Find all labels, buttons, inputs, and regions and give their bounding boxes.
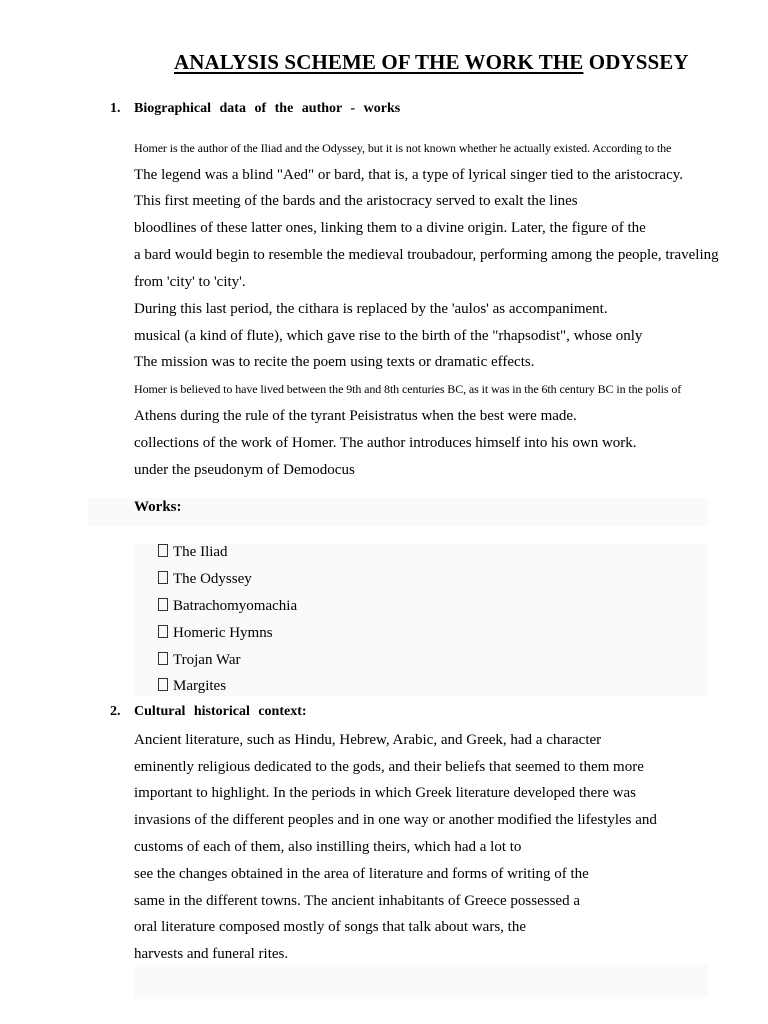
work-title: Batrachomyomachia xyxy=(173,598,298,614)
document-title xyxy=(174,50,754,75)
section-heading-biographical xyxy=(110,101,400,117)
works-list-item xyxy=(158,651,241,669)
checkbox-glyph-icon xyxy=(158,652,168,665)
works-label: Works: xyxy=(134,499,182,515)
section-number: 1. xyxy=(110,101,121,116)
works-list-item xyxy=(158,677,226,695)
bio-line: collections of the work of Homer. The author introduces himself into his own work. xyxy=(134,435,637,451)
title-underlined-part: ANALYSIS SCHEME OF THE WORK THE xyxy=(174,50,584,74)
bio-line: bloodlines of these latter ones, linking them to a divine origin. Later, the figure of the xyxy=(134,220,646,236)
work-title: The Iliad xyxy=(173,544,228,560)
title-rest: ODYSSEY xyxy=(583,50,689,74)
bio-line: Athens during the rule of the tyrant Peisistratus when the best were made. xyxy=(134,408,577,424)
context-shade xyxy=(134,965,708,997)
context-line: eminently religious dedicated to the gods, and their beliefs that seemed to them more xyxy=(134,759,644,775)
bio-line: musical (a kind of flute), which gave rise to the birth of the "rhapsodist", whose only xyxy=(134,328,643,344)
context-line: invasions of the different peoples and in one way or another modified the lifestyles and xyxy=(134,812,657,828)
checkbox-glyph-icon xyxy=(158,678,168,691)
context-line: customs of each of them, also instilling theirs, which had a lot to xyxy=(134,839,522,855)
bio-line: a bard would begin to resemble the medieval troubadour, performing among the people, traveling xyxy=(134,247,719,263)
bio-line: The mission was to recite the poem using texts or dramatic effects. xyxy=(134,354,535,370)
works-list-shade xyxy=(134,544,708,696)
works-list-item xyxy=(158,543,228,561)
context-line: Ancient literature, such as Hindu, Hebrew, Arabic, and Greek, had a character xyxy=(134,732,602,748)
checkbox-glyph-icon xyxy=(158,571,168,584)
section-number: 2. xyxy=(110,704,121,719)
work-title: Margites xyxy=(173,678,227,694)
bio-line: Homer is the author of the Iliad and the Odyssey, but it is not known whether he actually existed. According to the xyxy=(134,141,672,155)
bio-line: During this last period, the cithara is replaced by the 'aulos' as accompaniment. xyxy=(134,301,608,317)
checkbox-glyph-icon xyxy=(158,625,168,638)
works-list-item xyxy=(158,570,252,588)
section-heading-cultural xyxy=(110,704,307,720)
bio-line: from 'city' to 'city'. xyxy=(134,274,246,290)
work-title: Homeric Hymns xyxy=(173,625,273,641)
checkbox-glyph-icon xyxy=(158,544,168,557)
checkbox-glyph-icon xyxy=(158,598,168,611)
work-title: Trojan War xyxy=(173,652,241,668)
works-list-item xyxy=(158,597,297,615)
context-line: see the changes obtained in the area of literature and forms of writing of the xyxy=(134,866,589,882)
bio-line: Homer is believed to have lived between the 9th and 8th centuries BC, as it was in the 6th century BC in the polis of xyxy=(134,382,682,396)
work-title: The Odyssey xyxy=(173,571,252,587)
bio-line: under the pseudonym of Demodocus xyxy=(134,462,355,478)
context-line: same in the different towns. The ancient inhabitants of Greece possessed a xyxy=(134,893,580,909)
works-list-item xyxy=(158,624,273,642)
context-line: oral literature composed mostly of songs that talk about wars, the xyxy=(134,919,526,935)
context-line: important to highlight. In the periods in which Greek literature developed there was xyxy=(134,785,636,801)
section-title: Biographical data of the author - works xyxy=(134,101,401,116)
bio-line: This first meeting of the bards and the aristocracy served to exalt the lines xyxy=(134,193,578,209)
bio-line: The legend was a blind "Aed" or bard, that is, a type of lyrical singer tied to the aristocracy. xyxy=(134,167,684,183)
context-line: harvests and funeral rites. xyxy=(134,946,289,962)
section-title: Cultural historical context: xyxy=(134,704,307,719)
